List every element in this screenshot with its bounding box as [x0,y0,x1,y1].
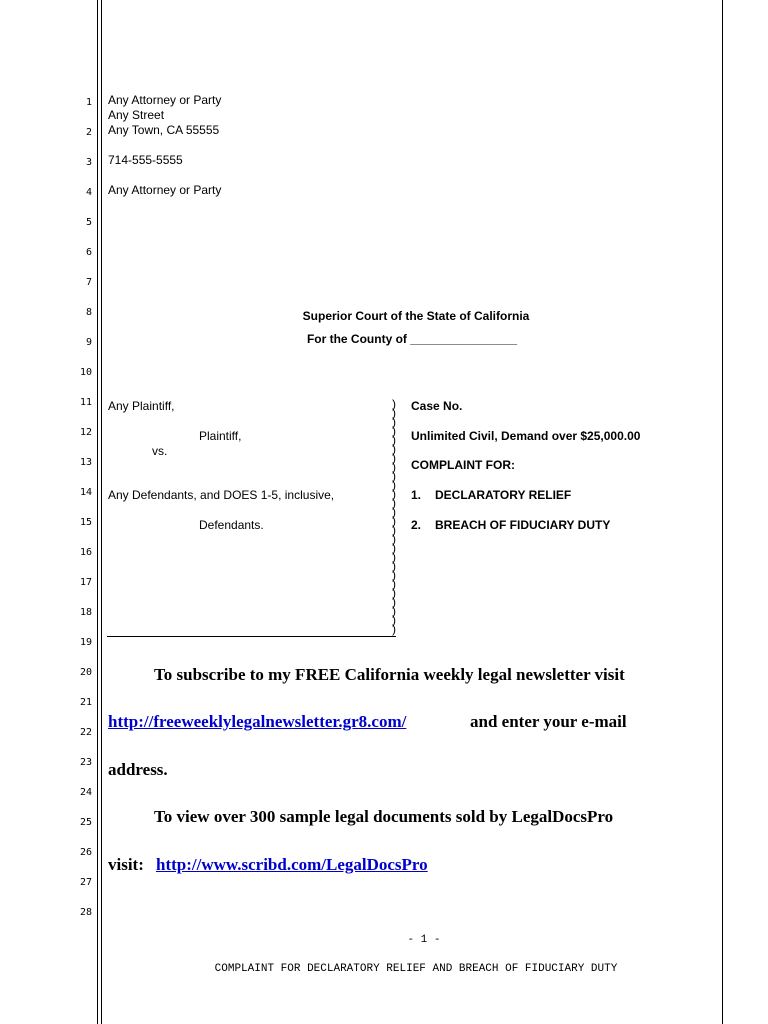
line-number: 7 [85,277,92,288]
line-number: 17 [79,577,92,588]
newsletter-paragraph: To subscribe to my FREE California weekly legal newsletter visit [154,665,625,684]
attorney-street: Any Street [108,108,165,122]
case-number-label: Case No. [411,399,463,413]
attorney-name: Any Attorney or Party [108,93,222,107]
line-number: 6 [85,247,92,258]
right-margin-rule [722,0,723,1024]
line-number: 16 [79,547,92,558]
newsletter-paragraph-end: address. [108,760,168,779]
left-margin-rule [101,0,102,1024]
page-number: - 1 - [407,934,441,946]
line-number: 22 [79,727,92,738]
line-number: 25 [79,817,92,828]
cause-declaratory-relief: DECLARATORY RELIEF [435,488,572,502]
line-number: 2 [85,127,92,138]
samples-visit-label: visit: [108,855,144,874]
line-number: 19 [79,637,92,648]
line-number: 18 [79,607,92,618]
newsletter-paragraph-cont: and enter your e-mail [470,712,627,731]
complaint-for: COMPLAINT FOR: [411,458,515,472]
line-number: 26 [79,847,92,858]
line-number: 20 [79,667,92,678]
versus: vs. [152,444,168,458]
cause-number: 1. [411,488,422,502]
caption-parens: ) ) ) ) ) ) ) ) ) ) ) ) ) ) ) ) ) ) ) ) ) ) ) ) ) ) [392,397,396,636]
attorney-city: Any Town, CA 55555 [108,123,220,137]
caption-rule [107,636,396,637]
scribd-link[interactable]: http://www.scribd.com/LegalDocsPro [156,855,428,874]
defendants-role: Defendants. [199,518,264,532]
line-number: 9 [85,337,92,348]
defendants-name: Any Defendants, and DOES 1-5, inclusive, [108,488,335,502]
line-number: 27 [79,877,92,888]
cause-number: 2. [411,518,422,532]
cause-breach-fiduciary-duty: BREACH OF FIDUCIARY DUTY [435,518,611,532]
civil-type: Unlimited Civil, Demand over $25,000.00 [411,429,641,443]
line-number: 8 [85,307,92,318]
court-name: Superior Court of the State of California [302,309,530,323]
plaintiff-role: Plaintiff, [199,429,242,443]
line-number: 4 [85,187,92,198]
footer-title: COMPLAINT FOR DECLARATORY RELIEF AND BREACH OF FIDUCIARY DUTY [214,963,618,975]
line-number: 24 [79,787,92,798]
line-number: 21 [79,697,92,708]
plaintiff-name: Any Plaintiff, [108,399,175,413]
line-number: 11 [79,397,92,408]
line-number: 23 [79,757,92,768]
line-number: 15 [79,517,92,528]
line-number: 1 [85,97,92,108]
attorney-for: Any Attorney or Party [108,183,222,197]
line-number: 14 [79,487,92,498]
line-number: 10 [79,367,92,378]
line-number: 12 [79,427,92,438]
newsletter-link[interactable]: http://freeweeklylegalnewsletter.gr8.com/ [108,712,407,731]
line-number: 5 [85,217,92,228]
samples-paragraph: To view over 300 sample legal documents sold by LegalDocsPro [154,807,614,826]
line-number: 13 [79,457,92,468]
court-county: For the County of ________________ [306,332,518,346]
line-number: 3 [85,157,92,168]
left-margin-rule [97,0,98,1024]
line-number: 28 [79,907,92,918]
attorney-phone: 714-555-5555 [108,153,183,167]
